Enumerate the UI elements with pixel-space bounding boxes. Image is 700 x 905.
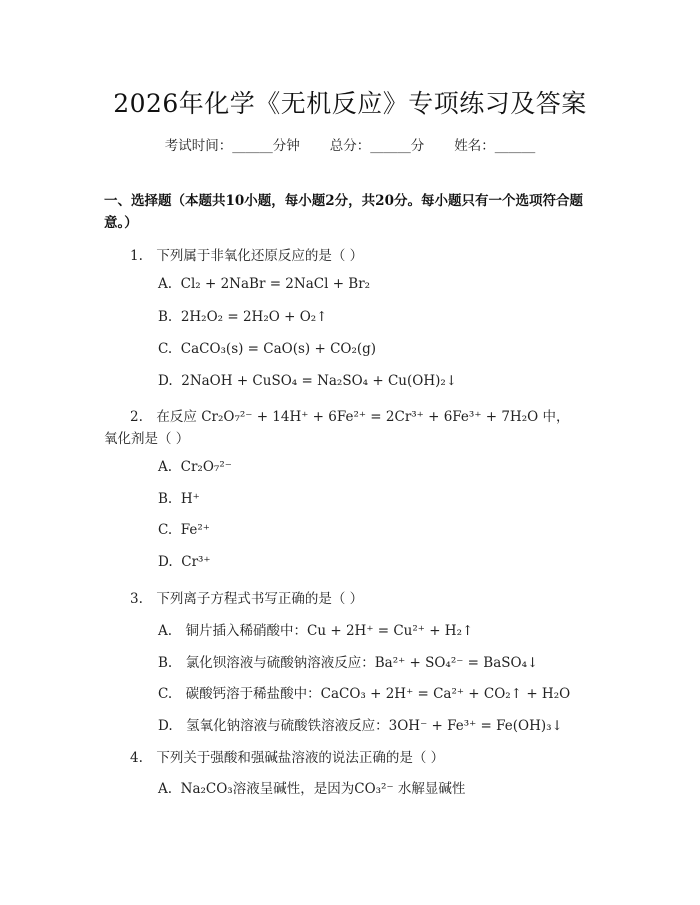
question-3-option-b: B. 氯化钡溶液与硫酸钠溶液反应：Ba²⁺ + SO₄²⁻ = BaSO₄↓ (158, 655, 539, 671)
question-2-option-d: D. Cr³⁺ (158, 554, 211, 570)
question-1-option-a: A. Cl₂ + 2NaBr = 2NaCl + Br₂ (158, 276, 371, 292)
formula: 2NaOH + CuSO₄ = Na₂SO₄ + Cu(OH)₂↓ (181, 373, 458, 389)
question-1-option-d: D. 2NaOH + CuSO₄ = Na₂SO₄ + Cu(OH)₂↓ (158, 373, 458, 389)
question-2-stem-line1: 2. 在反应 Cr₂O₇²⁻ + 14H⁺ + 6Fe²⁺ = 2Cr³⁺ + 6Fe³⁺ + 7H₂O 中， (130, 409, 570, 425)
total-score-field: 总分：______分 (329, 138, 425, 154)
question-2-option-b: B. H⁺ (158, 491, 200, 507)
formula: 2H₂O₂ = 2H₂O + O₂↑ (180, 309, 328, 325)
question-2-option-c: C. Fe²⁺ (158, 522, 210, 538)
question-3-option-c: C. 碳酸钙溶于稀盐酸中：CaCO₃ + 2H⁺ = Ca²⁺ + CO₂↑ + H₂O (158, 686, 571, 702)
question-4-stem: 4. 下列关于强酸和强碱盐溶液的说法正确的是（ ） (130, 750, 445, 766)
question-2-option-a: A. Cr₂O₇²⁻ (158, 459, 232, 475)
exam-time-field: 考试时间：______分钟 (164, 138, 300, 154)
page-title: 2026年化学《无机反应》专项练习及答案 (113, 89, 587, 118)
question-1-option-c: C. CaCO₃(s) = CaO(s) + CO₂(g) (158, 341, 377, 357)
formula: Ba²⁺ + SO₄²⁻ = BaSO₄↓ (374, 655, 539, 671)
formula: CaCO₃(s) = CaO(s) + CO₂(g) (180, 341, 377, 357)
formula: H⁺ (180, 491, 200, 507)
formula: 3OH⁻ + Fe³⁺ = Fe(OH)₃↓ (388, 718, 563, 734)
question-4-option-a: A. Na₂CO₃溶液呈碱性，是因为CO₃²⁻ 水解显碱性 (158, 781, 466, 797)
question-3-option-a: A. 铜片插入稀硝酸中：Cu + 2H⁺ = Cu²⁺ + H₂↑ (158, 623, 474, 639)
name-field: 姓名：______ (454, 138, 536, 154)
question-1-stem: 1. 下列属于非氧化还原反应的是（ ） (130, 248, 364, 264)
formula: Cr₂O₇²⁻ + 14H⁺ + 6Fe²⁺ = 2Cr³⁺ + 6Fe³⁺ + 7H₂O (201, 409, 539, 425)
question-3-option-d: D. 氢氧化钠溶液与硫酸铁溶液反应：3OH⁻ + Fe³⁺ = Fe(OH)₃↓ (158, 718, 563, 734)
formula: Cr³⁺ (181, 554, 211, 570)
formula: Cl₂ + 2NaBr = 2NaCl + Br₂ (180, 276, 371, 292)
formula: Na₂CO₃ (180, 781, 233, 797)
question-1-option-b: B. 2H₂O₂ = 2H₂O + O₂↑ (158, 309, 328, 325)
formula: Fe²⁺ (180, 522, 210, 538)
question-2-stem-line2: 氧化剂是（ ） (104, 431, 190, 447)
section-heading: 一、选择题（本题共10小题，每小题2分，共20分。每小题只有一个选项符合题意。） (104, 193, 583, 231)
exam-meta (0, 134, 700, 154)
formula: Cu + 2H⁺ = Cu²⁺ + H₂↑ (307, 623, 474, 639)
question-3-stem: 3. 下列离子方程式书写正确的是（ ） (130, 591, 364, 607)
formula: CO₃²⁻ (354, 781, 394, 797)
formula: Cr₂O₇²⁻ (180, 459, 232, 475)
formula: CaCO₃ + 2H⁺ = Ca²⁺ + CO₂↑ + H₂O (320, 686, 571, 702)
